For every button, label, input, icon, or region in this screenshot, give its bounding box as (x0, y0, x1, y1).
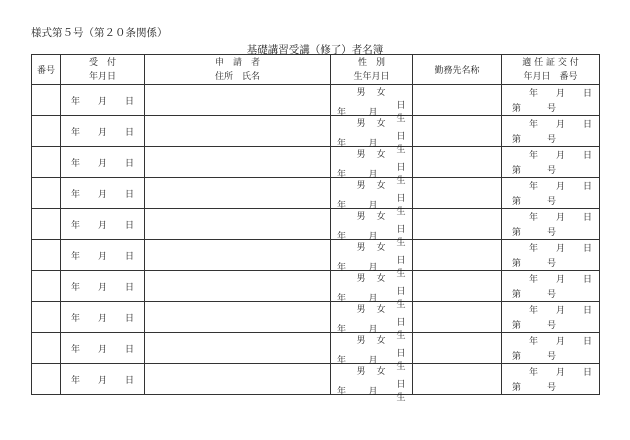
birth-year-label: 年 (337, 324, 347, 335)
certificate-go-label: 号 (547, 104, 557, 114)
birth-month-label: 月 (368, 231, 378, 242)
applicant-cell[interactable] (145, 147, 331, 178)
row-number-cell[interactable] (32, 271, 61, 302)
birth-year-label: 年 (337, 138, 347, 149)
birth-day-label: 日生 (396, 380, 406, 403)
workplace-cell[interactable] (413, 333, 502, 364)
birth-month-label: 月 (368, 200, 378, 211)
received-date-text: 年 月 日 (70, 96, 134, 107)
row-number-cell[interactable] (32, 116, 61, 147)
roster-body (32, 85, 600, 403)
certificate-dai-label: 第 (512, 166, 522, 176)
certificate-number-line (502, 131, 599, 146)
gender-birth-cell[interactable] (331, 240, 413, 279)
applicant-cell[interactable] (145, 302, 331, 333)
birth-year-label: 年 (337, 107, 347, 118)
received-date-cell[interactable] (61, 209, 145, 240)
certificate-number-line (502, 100, 599, 115)
certificate-go-label: 号 (547, 197, 557, 207)
certificate-dai-label: 第 (512, 259, 522, 269)
header-row (32, 55, 600, 85)
gender-birth-cell[interactable] (331, 271, 413, 310)
header-certificate (502, 55, 600, 85)
document-title: 基礎講習受講（修了）者名簿 (246, 44, 384, 56)
birth-year-label: 年 (337, 293, 347, 304)
received-date-cell[interactable] (61, 333, 145, 364)
gender-options: 男 女 (356, 243, 387, 253)
gender-options: 男 女 (356, 305, 387, 315)
certificate-dai-label: 第 (512, 352, 522, 362)
table-row (32, 209, 600, 240)
certificate-number-line (502, 348, 599, 363)
workplace-cell[interactable] (413, 302, 502, 333)
certificate-go-label: 号 (547, 383, 557, 393)
birth-month-label: 月 (368, 169, 378, 180)
birth-day-label: 日生 (396, 225, 406, 248)
gender-birth-cell[interactable] (331, 333, 413, 372)
workplace-cell[interactable] (413, 240, 502, 271)
birth-month-label: 月 (368, 355, 378, 366)
row-number-cell[interactable] (32, 302, 61, 333)
certificate-cell[interactable] (502, 209, 600, 240)
certificate-cell[interactable] (502, 178, 600, 209)
applicant-cell[interactable] (145, 240, 331, 271)
gender-options: 男 女 (356, 119, 387, 129)
gender-birth-cell[interactable] (331, 178, 413, 217)
certificate-date-text: 年 月 日 (528, 213, 592, 223)
certificate-number-line (502, 162, 599, 177)
received-date-text: 年 月 日 (70, 251, 134, 262)
birth-month-label: 月 (368, 293, 378, 304)
header-certificate-date-number: 年月日 番号 (523, 71, 578, 82)
birth-day-label: 日生 (396, 132, 406, 155)
gender-options: 男 女 (356, 336, 387, 346)
table-row (32, 178, 600, 209)
certificate-go-label: 号 (547, 259, 557, 269)
certificate-go-label: 号 (547, 290, 557, 300)
received-date-text: 年 月 日 (70, 313, 134, 324)
certificate-number-line (502, 317, 599, 332)
gender-options: 男 女 (356, 212, 387, 222)
header-received-label: 受 付 (88, 57, 116, 68)
gender-options: 男 女 (356, 367, 387, 377)
certificate-dai-label: 第 (512, 290, 522, 300)
workplace-cell[interactable] (413, 147, 502, 178)
form-number: 様式第５号（第２０条関係） (31, 27, 168, 39)
applicant-cell[interactable] (145, 271, 331, 302)
certificate-dai-label: 第 (512, 104, 522, 114)
gender-birth-cell[interactable] (331, 302, 413, 341)
table-row (32, 85, 600, 116)
header-received-date: 年月日 (88, 71, 116, 82)
birth-month-label: 月 (368, 138, 378, 149)
certificate-date-text: 年 月 日 (528, 182, 592, 192)
received-date-cell[interactable] (61, 147, 145, 178)
row-number-cell[interactable] (32, 178, 61, 209)
received-date-cell[interactable] (61, 85, 145, 116)
birth-day-label: 日生 (396, 256, 406, 279)
certificate-date-text: 年 月 日 (528, 151, 592, 161)
header-certificate-label: 適 任 証 交 付 (522, 57, 579, 68)
workplace-cell[interactable] (413, 85, 502, 116)
row-number-cell[interactable] (32, 333, 61, 364)
certificate-dai-label: 第 (512, 228, 522, 238)
certificate-cell[interactable] (502, 333, 600, 364)
birth-year-label: 年 (337, 386, 347, 397)
workplace-cell[interactable] (413, 364, 502, 395)
certificate-number-line (502, 255, 599, 270)
birth-day-label: 日生 (396, 194, 406, 217)
gender-birth-cell[interactable] (331, 85, 413, 124)
birthdate-line (331, 377, 412, 403)
certificate-date-text: 年 月 日 (528, 275, 592, 285)
table-row (32, 147, 600, 178)
certificate-date-text: 年 月 日 (528, 368, 592, 378)
gender-options: 男 女 (356, 181, 387, 191)
certificate-go-label: 号 (547, 166, 557, 176)
birth-year-label: 年 (337, 200, 347, 211)
received-date-text: 年 月 日 (70, 220, 134, 231)
header-applicant-label: 申 請 者 (214, 57, 260, 68)
birth-month-label: 月 (368, 386, 378, 397)
roster-table (31, 54, 600, 403)
received-date-cell[interactable] (61, 271, 145, 302)
applicant-cell[interactable] (145, 364, 331, 395)
birth-month-label: 月 (368, 107, 378, 118)
table-row (32, 364, 600, 395)
gender-birth-cell[interactable] (331, 147, 413, 186)
certificate-date-text: 年 月 日 (528, 89, 592, 99)
received-date-text: 年 月 日 (70, 158, 134, 169)
header-applicant (145, 55, 331, 85)
certificate-go-label: 号 (547, 352, 557, 362)
birth-day-label: 日生 (396, 349, 406, 372)
certificate-cell[interactable] (502, 147, 600, 178)
received-date-text: 年 月 日 (70, 375, 134, 386)
workplace-cell[interactable] (413, 116, 502, 147)
certificate-number-line (502, 193, 599, 208)
received-date-text: 年 月 日 (70, 344, 134, 355)
certificate-go-label: 号 (547, 135, 557, 145)
workplace-cell[interactable] (413, 178, 502, 209)
gender-options: 男 女 (356, 150, 387, 160)
applicant-cell[interactable] (145, 178, 331, 209)
received-date-cell[interactable] (61, 302, 145, 333)
header-number: 番号 (32, 55, 61, 85)
received-date-text: 年 月 日 (70, 189, 134, 200)
certificate-number-line (502, 286, 599, 301)
birth-year-label: 年 (337, 231, 347, 242)
certificate-cell[interactable] (502, 240, 600, 271)
birth-day-label: 日生 (396, 101, 406, 124)
header-applicant-address-name: 住所 氏名 (214, 71, 260, 82)
gender-birth-cell[interactable] (331, 364, 413, 403)
row-number-cell[interactable] (32, 209, 61, 240)
received-date-cell[interactable] (61, 116, 145, 147)
certificate-date-text: 年 月 日 (528, 244, 592, 254)
certificate-cell[interactable] (502, 85, 600, 116)
birth-day-label: 日生 (396, 318, 406, 341)
workplace-cell[interactable] (413, 209, 502, 240)
applicant-cell[interactable] (145, 116, 331, 147)
certificate-go-label: 号 (547, 228, 557, 238)
row-number-cell[interactable] (32, 240, 61, 271)
certificate-go-label: 号 (547, 321, 557, 331)
certificate-cell[interactable] (502, 271, 600, 302)
applicant-cell[interactable] (145, 209, 331, 240)
received-date-cell[interactable] (61, 364, 145, 395)
birth-year-label: 年 (337, 262, 347, 273)
table-row (32, 240, 600, 271)
certificate-dai-label: 第 (512, 321, 522, 331)
gender-birth-cell[interactable] (331, 116, 413, 155)
workplace-cell[interactable] (413, 271, 502, 302)
gender-birth-cell[interactable] (331, 209, 413, 248)
table-row (32, 271, 600, 302)
applicant-cell[interactable] (145, 333, 331, 364)
birth-day-label: 日生 (396, 287, 406, 310)
row-number-cell[interactable] (32, 147, 61, 178)
row-number-cell[interactable] (32, 364, 61, 395)
certificate-number-line (502, 224, 599, 239)
header-workplace: 勤務先名称 (413, 55, 502, 85)
birth-day-label: 日生 (396, 163, 406, 186)
header-gender-label: 性 別 (357, 57, 385, 68)
certificate-date-text: 年 月 日 (528, 120, 592, 130)
header-birthdate: 生年月日 (353, 71, 390, 82)
received-date-text: 年 月 日 (70, 127, 134, 138)
gender-options: 男 女 (356, 274, 387, 284)
certificate-date-text: 年 月 日 (528, 337, 592, 347)
certificate-cell[interactable] (502, 116, 600, 147)
birth-year-label: 年 (337, 355, 347, 366)
table-row (32, 302, 600, 333)
table-row (32, 333, 600, 364)
header-received (61, 55, 145, 85)
certificate-number-line (502, 379, 599, 394)
certificate-dai-label: 第 (512, 135, 522, 145)
certificate-cell[interactable] (502, 364, 600, 395)
table-row (32, 116, 600, 147)
received-date-cell[interactable] (61, 240, 145, 271)
birth-month-label: 月 (368, 324, 378, 335)
certificate-date-text: 年 月 日 (528, 306, 592, 316)
certificate-dai-label: 第 (512, 197, 522, 207)
row-number-cell[interactable] (32, 85, 61, 116)
gender-options: 男 女 (356, 88, 387, 98)
birth-month-label: 月 (368, 262, 378, 273)
certificate-cell[interactable] (502, 302, 600, 333)
applicant-cell[interactable] (145, 85, 331, 116)
header-gender (331, 55, 413, 85)
received-date-cell[interactable] (61, 178, 145, 209)
birth-year-label: 年 (337, 169, 347, 180)
received-date-text: 年 月 日 (70, 282, 134, 293)
certificate-dai-label: 第 (512, 383, 522, 393)
